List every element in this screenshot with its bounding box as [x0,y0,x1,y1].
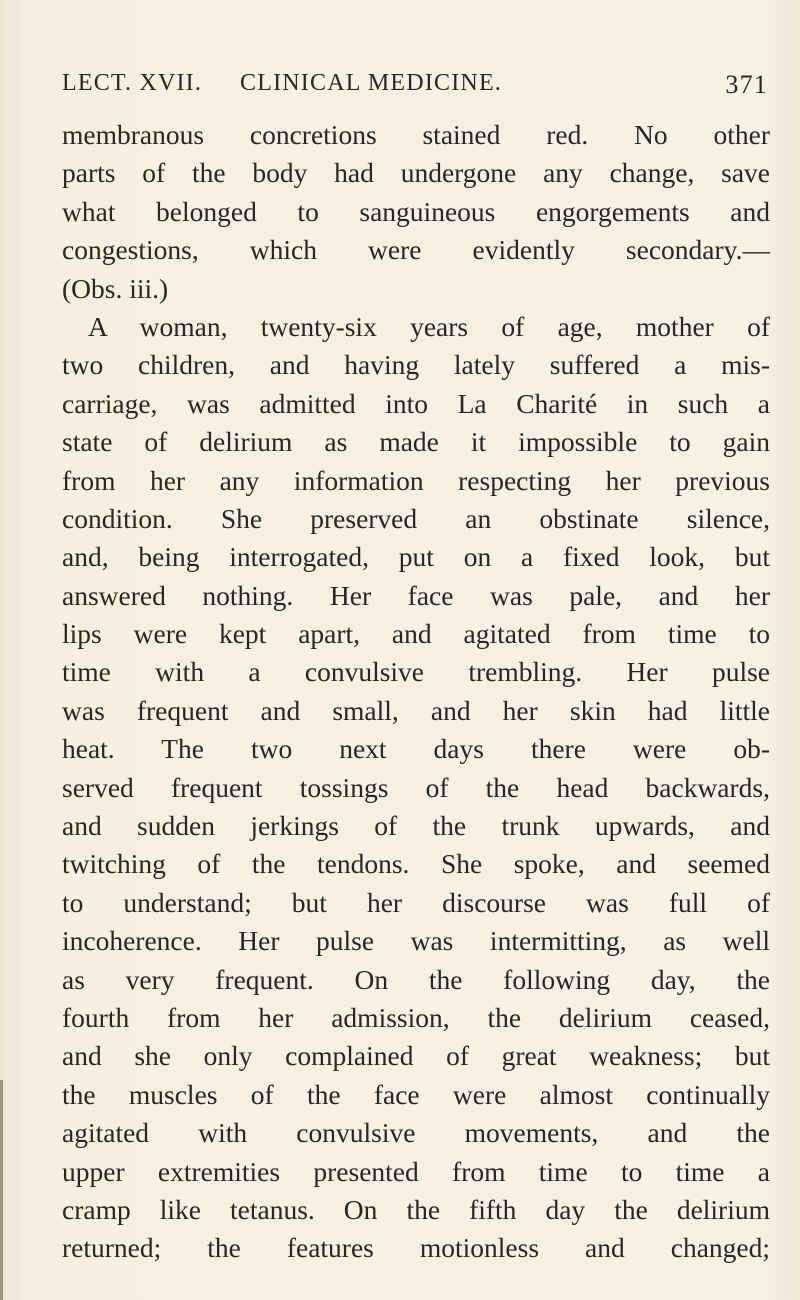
text-line: lips were kept apart, and agitated from time to [62,618,770,650]
text-line: the muscles of the face were almost continually [62,1078,770,1110]
text-line: upper extremities presented from time to time a [62,1155,770,1187]
text-line: cramp like tetanus. On the fifth day the delirium [62,1193,770,1225]
running-title: CLINICAL MEDICINE. [240,70,503,96]
text-line: and sudden jerkings of the trunk upwards, and [62,810,770,842]
text-line: from her any information respecting her previous [62,464,770,496]
text-line: membranous concretions stained red. No other [62,119,770,150]
lecture-number: LECT. XVII. [62,70,203,96]
text-line: twitching of the tendons. She spoke, and seemed [62,848,770,880]
text-line: returned; the features motionless and changed; [62,1232,770,1264]
text-line: and she only complained of great weakness; but [62,1040,770,1072]
text-line: to understand; but her discourse was full of [62,886,770,918]
running-head [62,70,768,104]
text-line: (Obs. iii.) [62,272,169,304]
text-line: served frequent tossings of the head backwards, [62,771,770,803]
text-line: what belonged to sanguineous engorgements and [62,195,770,227]
text-line: A woman, twenty-six years of age, mother of [88,310,770,342]
text-line: incoherence. Her pulse was intermitting, as well [62,925,770,957]
body-text [62,116,770,1268]
text-line: heat. The two next days there were ob- [62,733,770,765]
text-line: congestions, which were evidently secondary.— [62,234,770,266]
text-line: carriage, was admitted into La Charité in such a [62,387,770,419]
page-number: 371 [725,70,768,99]
text-line: state of delirium as made it impossible to gain [62,426,770,458]
page-edge-shadow [0,1080,3,1300]
text-line: was frequent and small, and her skin had little [62,694,770,726]
text-line: and, being interrogated, put on a fixed look, but [62,541,770,573]
text-line: parts of the body had undergone any change, save [62,157,770,189]
text-line: time with a convulsive trembling. Her pulse [62,656,770,688]
text-line: condition. She preserved an obstinate silence, [62,502,770,534]
text-line: two children, and having lately suffered a mis- [62,349,770,381]
text-line: fourth from her admission, the delirium ceased, [62,1001,770,1033]
text-line: agitated with convulsive movements, and the [62,1117,770,1149]
text-line: as very frequent. On the following day, the [62,963,770,995]
text-line: answered nothing. Her face was pale, and her [62,579,770,611]
